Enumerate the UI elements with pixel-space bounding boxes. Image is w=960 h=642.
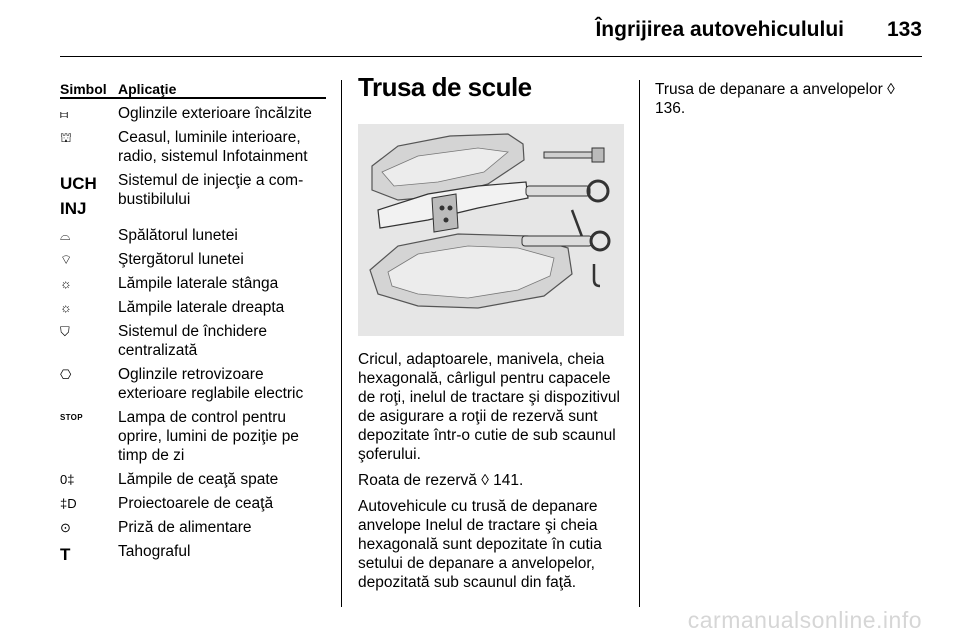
tachograph-symbol: T xyxy=(60,545,71,564)
table-row xyxy=(60,104,326,123)
interior-light-icon: ⛫ xyxy=(60,130,72,145)
stop-lamp-symbol: STOP xyxy=(60,413,83,422)
row-text: Lămpile laterale dreapta xyxy=(118,299,285,316)
tyre-repair-reference: Trusa de depanare a anvelopelor ◊ 136. xyxy=(655,81,895,117)
paragraph: Roata de rezervă ◊ 141. xyxy=(358,472,524,489)
heated-mirror-icon: ⧦ xyxy=(60,106,69,121)
table-row xyxy=(60,250,326,269)
rear-washer-icon: ⌓ xyxy=(60,228,71,243)
central-lock-icon: ⛉ xyxy=(60,324,70,339)
col-symbol-header: Simbol xyxy=(60,81,107,97)
table-row xyxy=(60,171,326,221)
table-row xyxy=(60,408,326,465)
page-number: 133 xyxy=(886,18,922,41)
row-text: Priză de alimentare xyxy=(118,519,252,536)
paragraph: Autovehicule cu trusă de depanare anvelope Inelul de tractare şi cheia hexagonală sunt depozitate în cutia setului de depanare a anvelopelor, depozitată sub scaunul din faţă. xyxy=(358,498,602,591)
row-text: Sistemul de închidere centralizată xyxy=(118,323,268,359)
row-text: Proiectoarele de ceaţă xyxy=(118,495,274,512)
section-title: Trusa de scule xyxy=(358,72,532,102)
uch-inj-symbol: UCH INJ xyxy=(60,174,97,218)
side-light-left-icon: ☼ xyxy=(60,276,72,291)
row-text: Ceasul, luminile interioare, radio, sistemul Infotainment xyxy=(118,129,308,165)
header-title: Îngrijirea autovehiculului xyxy=(595,18,844,41)
toolkit-illustration xyxy=(358,124,624,336)
rear-fog-icon: 0‡ xyxy=(60,472,75,487)
table-row xyxy=(60,494,326,513)
table-row xyxy=(60,298,326,317)
rear-wiper-icon: ⌔ xyxy=(60,252,73,267)
row-text: Tahograful xyxy=(118,543,191,560)
column-divider-1 xyxy=(341,80,342,607)
watermark: carmanualsonline.info xyxy=(687,607,922,633)
toolkit-text xyxy=(358,350,624,599)
row-text: Lămpile laterale stânga xyxy=(118,275,279,292)
row-text: Lămpile de ceaţă spate xyxy=(118,471,279,488)
table-row xyxy=(60,542,326,567)
row-text: Oglinzile retrovizoare exterioare reglabile electric xyxy=(118,366,304,402)
col-application-header: Aplicaţie xyxy=(118,81,177,97)
column-divider-2 xyxy=(639,80,640,607)
symbol-table xyxy=(60,80,326,567)
table-row xyxy=(60,365,326,403)
table-row xyxy=(60,518,326,537)
row-text: Spălătorul lunetei xyxy=(118,227,238,244)
row-text: Lampa de control pentru oprire, lumini de poziţie pe timp de zi xyxy=(118,409,299,464)
row-text: Sistemul de injecţie a combustibilului xyxy=(118,172,304,208)
table-header xyxy=(60,80,326,99)
row-text: Oglinzile exterioare încălzite xyxy=(118,105,312,122)
toolkit-section xyxy=(358,72,624,591)
table-row xyxy=(60,470,326,489)
power-outlet-icon: ⊙ xyxy=(60,520,71,535)
table-row xyxy=(60,128,326,166)
header-rule xyxy=(60,56,922,57)
table-row xyxy=(60,322,326,360)
side-light-right-icon: ☼ xyxy=(60,300,72,315)
table-row xyxy=(60,226,326,245)
paragraph: Cricul, adaptoarele, manivela, cheia hexagonală, cârligul pentru capacele de roţi, inelul de tractare şi dispozitivul de asigurare a roţii de rezervă sunt depozitate într-o cutie de sub scaunul şoferului. xyxy=(358,351,620,463)
front-fog-icon: ‡D xyxy=(60,496,77,511)
row-text: Ştergătorul lunetei xyxy=(118,251,244,268)
table-row xyxy=(60,274,326,293)
power-mirror-icon: ⎔ xyxy=(60,367,72,382)
page-header xyxy=(60,16,922,50)
